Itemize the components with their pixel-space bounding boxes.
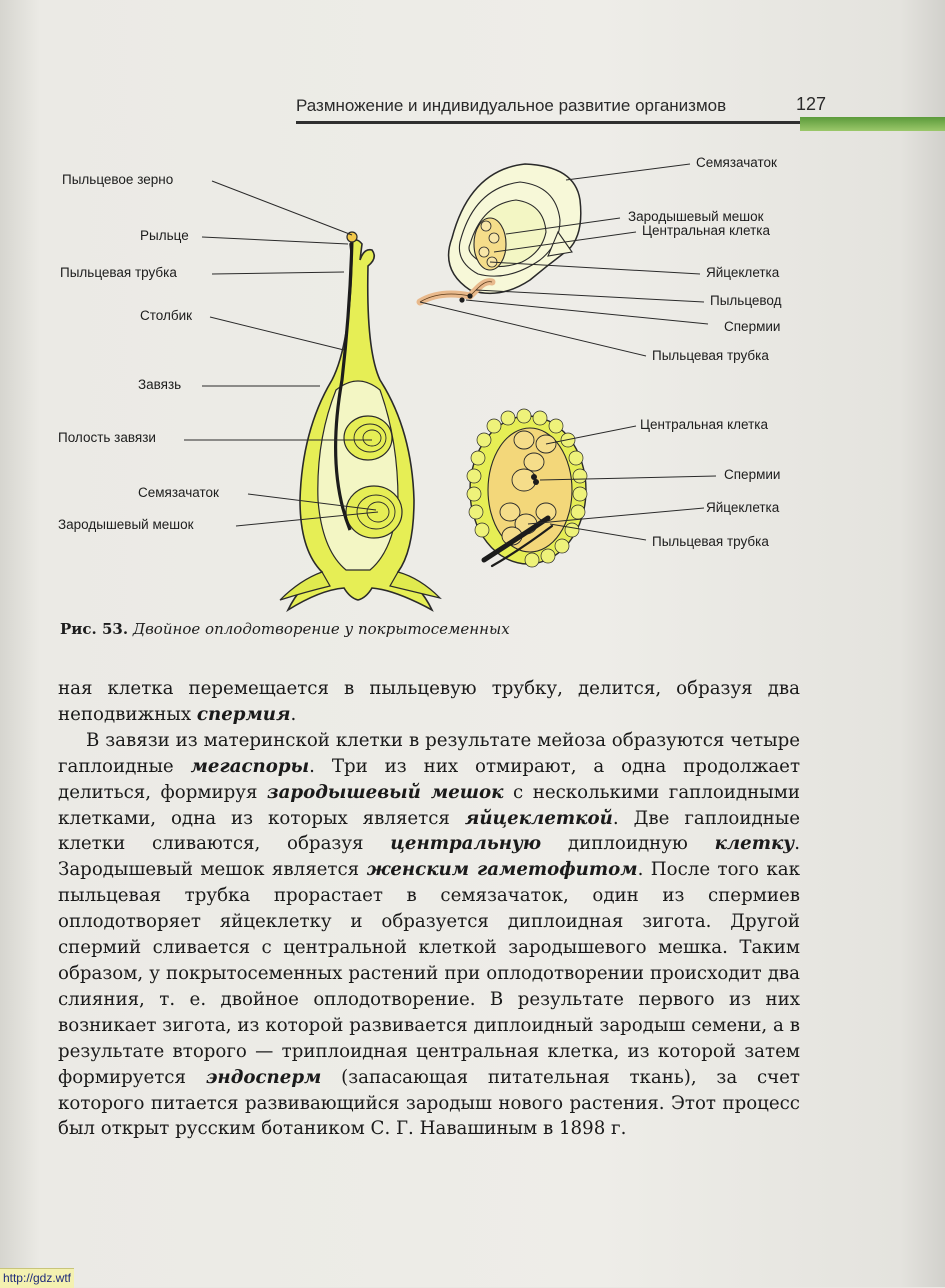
text-run: . — [290, 703, 297, 725]
text-run: диплоидную — [541, 833, 715, 855]
body-text — [58, 676, 800, 1142]
label-sperm-top: Спермии — [724, 319, 781, 334]
chapter-title: Размножение и индивидуальное развитие организмов — [296, 96, 727, 115]
text-run: с несколькими гаплоидными клетками, одна из которых является — [58, 781, 800, 829]
label-central-cell-bottom: Центральная клетка — [640, 417, 768, 432]
pistil-drawing — [280, 232, 440, 610]
green-tab — [800, 117, 945, 131]
term-endosperm: эндосперм — [205, 1066, 322, 1088]
label-ovule-left: Семязачаток — [138, 485, 219, 500]
figure-caption — [60, 620, 510, 638]
term-egg-cell: яйцеклеткой — [464, 807, 613, 829]
label-egg-cell-bottom: Яйцеклетка — [706, 500, 780, 515]
figure-number: Рис. 53. — [60, 620, 129, 638]
running-header — [296, 92, 826, 122]
paragraph-2 — [58, 728, 800, 1143]
term-megaspores: мегаспоры — [190, 755, 310, 777]
figure-caption-text: Двойное оплодотворение у покрытосеменных — [132, 620, 510, 638]
label-micropyle: Пыльцевод — [710, 293, 782, 308]
ovule-detail-drawing — [420, 164, 581, 303]
term-embryo-sac: зародышевый мешок — [266, 781, 504, 803]
label-embryo-sac-right: Зародышевый мешок — [628, 209, 764, 224]
label-embryo-sac-left: Зародышевый мешок — [58, 517, 194, 532]
text-run: . Две гаплоидные клетки сливаются, образуя — [58, 807, 800, 855]
header-rule — [296, 121, 828, 124]
label-egg-cell-top: Яйцеклетка — [706, 265, 780, 280]
term-cell: клетку — [714, 833, 795, 855]
ovule-upper-drawing — [344, 416, 392, 460]
text-run: В завязи из материнской клетки в результате мейоза образуются четыре гаплоидные — [58, 729, 800, 777]
text-run: . Зародышевый мешок является — [58, 833, 800, 881]
label-ovule-right: Семязачаток — [696, 155, 777, 170]
term-female-gametophyte: женским гаметофитом — [366, 859, 638, 881]
watermark-link[interactable]: http://gdz.wtf — [0, 1268, 74, 1288]
label-pollen-tube-bottom: Пыльцевая трубка — [652, 534, 769, 549]
text-run: . После того как пыльцевая трубка прорастает в семязачаток, один из спермиев оплодотворяет яйцеклетку и образуется диплоидная зигота. Другой спермий сливается с центральной клеткой зародышевого мешка. Таким образом, у покрытосеменных растений при оплодотворении происходит два слияния, т. е. двойное оплодотворение. В результате первого из них возникает зигота, из которой развивается диплоидный зародыш семени, а в результате второго — триплоидная центральная клетка, из которой затем формируется — [58, 859, 800, 1088]
term-central: центральную — [390, 833, 542, 855]
term-sperm: спермия — [196, 703, 291, 725]
label-pollen-tube-top: Пыльцевая трубка — [652, 348, 769, 363]
label-ovary-cavity: Полость завязи — [58, 430, 156, 445]
label-style: Столбик — [140, 308, 193, 323]
label-pollen-grain: Пыльцевое зерно — [62, 172, 174, 187]
label-stigma: Рыльце — [140, 228, 189, 243]
page-number: 127 — [795, 94, 826, 114]
paragraph-1 — [58, 676, 800, 728]
embryo-sac-detail-drawing — [467, 409, 587, 567]
label-pollen-tube-left: Пыльцевая трубка — [60, 265, 177, 280]
label-ovary: Завязь — [138, 377, 182, 392]
figure-53 — [0, 140, 945, 620]
label-sperm-bottom: Спермии — [724, 467, 781, 482]
text-run: (запасающая питательная ткань), за счет которого питается развивающийся зародыш нового растения. Этот процесс был открыт русским ботаником С. Г. Навашиным в 1898 г. — [58, 1066, 800, 1140]
text-run: . Три из них отмирают, а одна продолжает делиться, формируя — [58, 755, 801, 803]
text-run: ная клетка перемещается в пыльцевую трубку, делится, образуя два неподвижных — [58, 678, 800, 725]
label-central-cell-top: Центральная клетка — [642, 223, 770, 238]
